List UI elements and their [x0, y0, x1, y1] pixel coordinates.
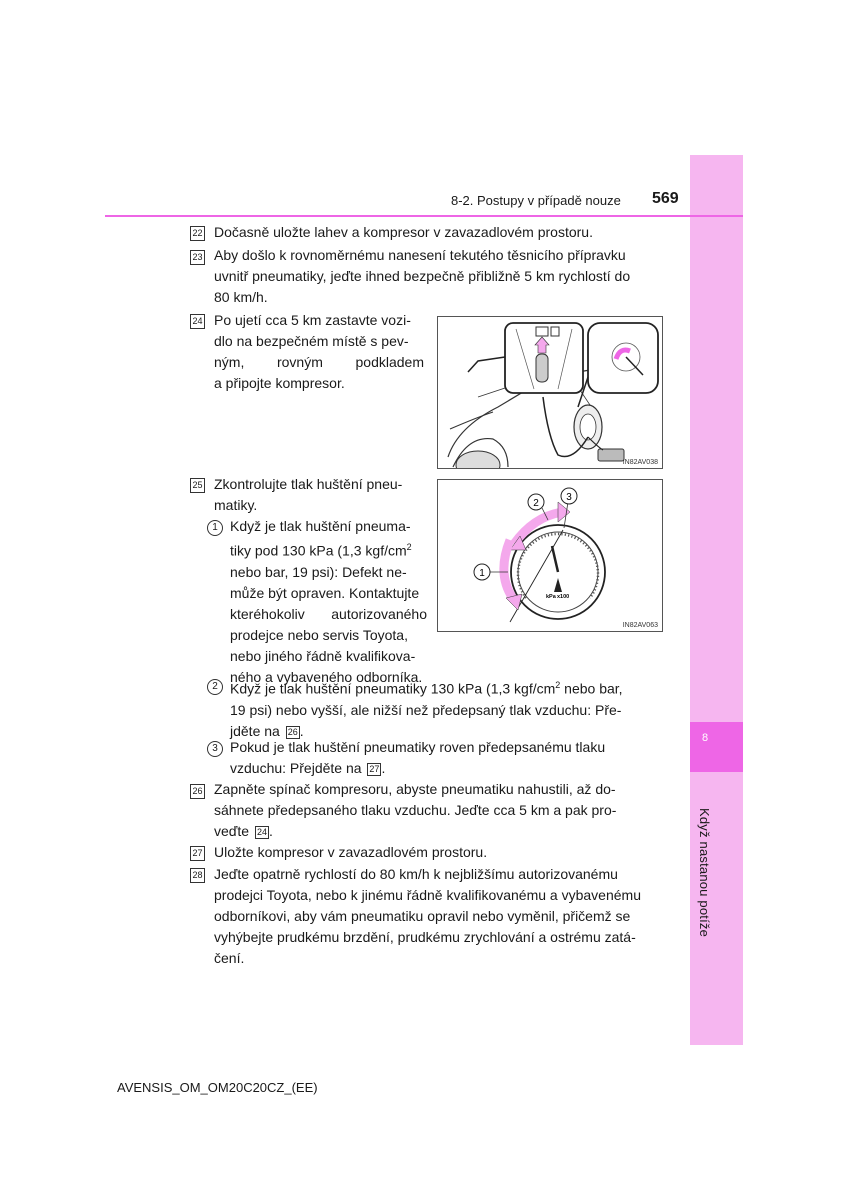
sub-marker-1: 1 [207, 520, 223, 536]
option-2-line [230, 675, 660, 700]
pressure-gauge-illustration [438, 480, 662, 631]
option-3-line-text: vzduchu: Přejděte na [230, 760, 362, 776]
figure-code: IN82AV038 [622, 459, 658, 466]
step-24-line: Po ujetí cca 5 km zastavte vozi- [214, 312, 411, 328]
option-3-line [230, 758, 660, 779]
option-1-line: kteréhokoliv autorizovaného [230, 605, 427, 622]
gauge-label-3: 3 [566, 492, 572, 503]
step-28-line: Jeďte opatrně rychlostí do 80 km/h k nejbližšímu autorizovanému [214, 866, 618, 882]
step-reference-27[interactable]: 27 [369, 764, 380, 774]
punctuation: . [381, 760, 386, 776]
step-number-24: 24 [190, 314, 205, 329]
step-24-text [214, 310, 424, 394]
superscript: 2 [555, 680, 561, 690]
step-number-26: 26 [190, 784, 205, 799]
step-22-text: Dočasně uložte lahev a kompresor v zavazadlovém prostoru. [214, 224, 593, 240]
step-24-line: ným, rovným podkladem [214, 354, 424, 370]
pressure-gauge-figure [437, 479, 663, 632]
punctuation: . [268, 823, 273, 839]
step-reference-24[interactable]: 24 [256, 827, 267, 837]
option-1-line: prodejce nebo servis Toyota, [230, 626, 408, 643]
step-26-line: Zapněte spínač kompresoru, abyste pneumatiku nahustili, až do- [214, 781, 616, 797]
section-title: 8-2. Postupy v případě nouze [451, 193, 621, 208]
gauge-dial-value: x100 [557, 594, 570, 600]
step-28-line: vyhýbejte prudkému brzdění, prudkému zrychlování a ostrému zatá- [214, 929, 636, 945]
option-1-line: nebo bar, 19 psi): Defekt ne- [230, 563, 407, 580]
header-rule [105, 215, 743, 217]
step-23-line: uvnitř pneumatiky, jeďte ihned bezpečně přibližně 5 km rychlostí do [214, 268, 631, 284]
option-1-line-text: tiky pod 130 kPa (1,3 kgf/cm [230, 542, 407, 559]
chapter-number-tab [690, 722, 743, 772]
step-28-line: odborníkovi, aby vám pneumatiku opravil nebo vyměnil, přičemž se [214, 908, 631, 924]
punctuation: . [299, 722, 304, 739]
sub-marker-2: 2 [207, 679, 223, 695]
option-1-line: Když je tlak huštění pneuma- [230, 518, 411, 534]
step-reference-26[interactable]: 26 [287, 726, 298, 737]
option-3-line: Pokud je tlak huštění pneumatiky roven předepsanému tlaku [230, 739, 606, 755]
step-23-text [214, 245, 660, 308]
step-25-line: Zkontrolujte tlak huštění pneu- [214, 476, 403, 492]
step-number-23: 23 [190, 250, 205, 265]
step-26-text [214, 779, 660, 842]
gauge-dial-unit: kPa [546, 594, 556, 600]
step-28-line: čení. [214, 950, 245, 966]
step-number-27: 27 [190, 846, 205, 861]
step-23-line: Aby došlo k rovnoměrnému nanesení tekutého těsnicího přípravku [214, 247, 626, 263]
car-compressor-illustration [438, 317, 662, 468]
step-26-line-text: veďte [214, 823, 250, 839]
option-1-line [230, 537, 427, 562]
option-2-line: 19 psi) nebo vyšší, ale nižší než předepsaný tlak vzduchu: Pře- [230, 701, 622, 718]
step-25-option-3-text [230, 737, 660, 779]
step-28-line: prodejci Toyota, nebo k jinému řádně kvalifikovanému a vybavenému [214, 887, 641, 903]
document-footer: AVENSIS_OM_OM20C20CZ_(EE) [117, 1080, 318, 1095]
step-24-line: a připojte kompresor. [214, 375, 345, 391]
step-number-25: 25 [190, 478, 205, 493]
step-27-text: Uložte kompresor v zavazadlovém prostoru. [214, 844, 488, 860]
step-28-text [214, 864, 660, 969]
gauge-label-1: 1 [479, 568, 485, 579]
step-23-line: 80 km/h. [214, 289, 268, 305]
option-1-line: ného a vybaveného odborníka. [230, 668, 423, 685]
page-number: 569 [652, 190, 679, 207]
step-26-line [214, 821, 660, 842]
option-2-line-text: jděte na [230, 722, 280, 739]
step-24-line: dlo na bezpečném místě s pev- [214, 333, 409, 349]
compressor-connection-figure [437, 316, 663, 469]
chapter-number: 8 [701, 732, 709, 744]
step-25-option-1-text [230, 516, 427, 688]
option-2-line-text: Když je tlak huštění pneumatiky 130 kPa (1,3 kgf/cm [230, 680, 556, 697]
step-26-line: sáhnete předepsaného tlaku vzduchu. Jeďte cca 5 km a pak pro- [214, 802, 617, 818]
step-number-28: 28 [190, 868, 205, 883]
gauge-label-2: 2 [533, 498, 539, 509]
step-25-line: matiky. [214, 497, 258, 513]
step-25-option-2-text [230, 675, 660, 742]
step-number-22: 22 [190, 226, 205, 241]
figure-code: IN82AV063 [622, 622, 658, 629]
superscript: 2 [406, 542, 412, 552]
option-1-line: může být opraven. Kontaktujte [230, 584, 420, 601]
step-25-text [214, 474, 424, 516]
sub-marker-3: 3 [207, 741, 223, 757]
chapter-title: Když nastanou potíže [697, 808, 712, 938]
option-1-line: nebo jiného řádně kvalifikova- [230, 647, 416, 664]
option-2-line-text: nebo bar, [560, 680, 623, 697]
